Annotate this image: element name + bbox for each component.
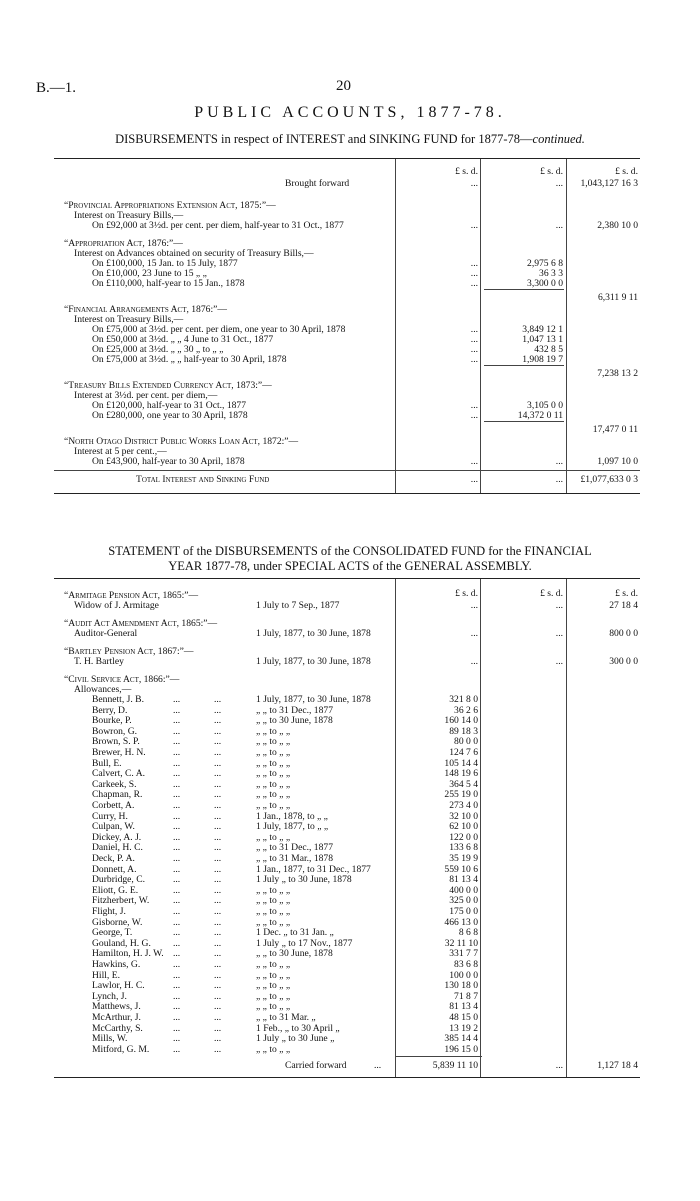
allowance-dots: ... (214, 1022, 222, 1034)
allowance-period: 1 Jan., 1878, to „ „ (256, 810, 328, 822)
allowance-dots: ... (173, 1012, 181, 1023)
allowance-period: „ „ to 30 June, 1878 (256, 948, 333, 960)
act-c3: 800 0 0 (609, 628, 638, 639)
allowance-dots: ... (214, 969, 222, 981)
pensioner-name: Widow of J. Armitage (74, 600, 159, 611)
act-c3: 300 0 0 (609, 656, 638, 667)
allowance-amount: 100 0 0 (449, 969, 478, 981)
allowance-dots: ... (214, 757, 222, 769)
allowance-dots: ... (173, 768, 181, 780)
allowance-name: Bennett, J. B. (92, 694, 144, 705)
allowance-name: Eliott, G. E. (92, 884, 139, 896)
total-interest-label: Total Interest and Sinking Fund (136, 474, 270, 485)
interest-item-c3: 1,097 10 0 (597, 456, 638, 467)
act-heading: “Bartley Pension Act, 1867:”— (64, 646, 194, 657)
interest-item-c1: ... (470, 456, 478, 467)
allowance-period: „ „ to 31 Dec., 1877 (256, 704, 333, 716)
allowance-dots: ... (173, 863, 181, 875)
allowance-amount: 81 13 4 (449, 1001, 478, 1013)
allowance-name: Berry, D. (92, 704, 128, 716)
allowance-name: Mills, W. (92, 1033, 128, 1045)
group-total: 7,238 13 2 (597, 368, 638, 379)
allowance-period: 1 July „ to 30 June, 1878 (256, 874, 352, 886)
allowance-amount: 175 0 0 (449, 906, 478, 917)
allowance-dots: ... (173, 895, 181, 907)
allowance-period: „ „ to 31 Mar. „ (256, 1012, 316, 1023)
allowance-amount: 160 14 0 (444, 715, 478, 727)
allowance-dots: ... (173, 853, 181, 864)
interest-item-c2: 3,849 12 1 (522, 324, 563, 335)
allowance-amount: 385 14 4 (444, 1033, 478, 1045)
interest-item-c2: 1,047 13 1 (522, 334, 563, 345)
allowance-period: „ „ to „ „ (256, 768, 291, 780)
allowance-name: Brown, S. P. (92, 736, 140, 748)
interest-item-c1: ... (470, 334, 478, 345)
allowance-name: Carkeek, S. (92, 778, 137, 790)
allowance-dots: ... (214, 959, 222, 970)
allowance-period: 1 Dec. „ to 31 Jan. „ (256, 927, 334, 939)
allowance-name: Gouland, H. G. (92, 937, 151, 949)
pension-period: 1 July to 7 Sep., 1877 (256, 600, 340, 611)
allowance-period: 1 July „ to 30 June „ (256, 1033, 335, 1045)
allowance-amount: 124 7 6 (449, 747, 478, 758)
allowance-name: Calvert, C. A. (92, 768, 146, 780)
allowance-dots: ... (214, 937, 222, 949)
brought-forward-c1: ... (470, 178, 478, 189)
interest-item: On £110,000, half-year to 15 Jan., 1878 (92, 278, 245, 289)
allowance-name: Bull, E. (92, 757, 122, 769)
allowance-amount: 81 13 4 (449, 874, 478, 886)
allowance-period: 1 July „ to 17 Nov., 1877 (256, 937, 353, 949)
interest-item: On £120,000, half-year to 31 Oct., 1877 (92, 400, 247, 411)
allowance-dots: ... (173, 1043, 181, 1055)
allowance-period: „ „ to „ „ (256, 736, 291, 748)
column-header: £ s. d. (455, 588, 478, 599)
allowance-name: Brewer, H. N. (92, 747, 146, 758)
allowance-amount: 32 11 10 (444, 937, 478, 949)
act-heading: “Financial Arrangements Act, 1876:”— (64, 304, 227, 315)
sum-rule (484, 365, 564, 366)
allowance-dots: ... (173, 842, 181, 854)
allowance-dots: ... (214, 821, 222, 833)
allowance-dots: ... (214, 990, 222, 1002)
allowance-amount: 130 18 0 (444, 980, 478, 992)
interest-item-c1: ... (470, 258, 478, 269)
allowance-dots: ... (173, 927, 181, 939)
interest-item-c1: ... (470, 268, 478, 279)
allowance-dots: ... (214, 980, 222, 992)
carried-forward-c1: 5,839 11 10 (432, 1060, 478, 1072)
allowance-dots: ... (214, 895, 222, 907)
interest-item: On £92,000 at 3½d. per cent. per diem, half-year to 31 Oct., 1877 (92, 220, 344, 231)
allowance-name: Flight, J. (92, 906, 126, 917)
allowance-dots: ... (173, 810, 181, 822)
allowance-amount: 83 6 8 (454, 959, 478, 970)
allowance-dots: ... (214, 810, 222, 822)
interest-table-heading: DISBURSEMENTS in respect of INTEREST and SINKING FUND for 1877-78—continued. (115, 132, 585, 146)
allowance-name: Dickey, A. J. (92, 831, 142, 843)
act-subheading: Interest at 3½d. per cent. per diem,— (74, 390, 218, 401)
column-header: £ s. d. (540, 588, 563, 599)
act-heading: “Appropriation Act, 1876:”— (64, 238, 183, 249)
allowance-name: Matthews, J. (92, 1001, 141, 1013)
act-c2: ... (555, 656, 563, 667)
statement-title-line1: STATEMENT of the DISBURSEMENTS of the CONSOLIDATED FUND for the FINANCIAL (108, 544, 592, 558)
allowance-period: „ „ to „ „ (256, 831, 291, 843)
allowance-amount: 321 8 0 (449, 694, 478, 705)
allowance-dots: ... (173, 948, 181, 960)
act-heading: “Civil Service Act, 1866:”— (64, 674, 180, 685)
total-c3: £1,077,633 0 3 (580, 474, 638, 485)
interest-item-c2: 1,908 19 7 (522, 354, 563, 365)
interest-item-c1: ... (470, 400, 478, 411)
allowance-period: 1 July, 1877, to 30 June, 1878 (256, 694, 371, 705)
allowance-period: 1 July, 1877, to „ „ (256, 821, 329, 833)
act-c2: ... (555, 628, 563, 639)
allowance-amount: 255 19 0 (444, 789, 478, 801)
section-code: B.—1. (36, 80, 77, 96)
carried-forward-c2: ... (555, 1060, 563, 1072)
allowance-amount: 148 19 6 (444, 768, 478, 780)
allowance-period: „ „ to „ „ (256, 1001, 291, 1013)
act-heading: “Treasury Bills Extended Currency Act, 1873:”— (64, 380, 272, 391)
act-c1: ... (470, 628, 478, 639)
allowance-dots: ... (173, 800, 181, 811)
allowance-period: 1 Feb., „ to 30 April „ (256, 1022, 340, 1034)
allowance-period: „ „ to „ „ (256, 725, 291, 737)
allowance-name: Hill, E. (92, 969, 120, 981)
allowance-name: Chapman, R. (92, 789, 143, 801)
interest-item: On £280,000, one year to 30 April, 1878 (92, 410, 248, 421)
sum-rule (396, 1056, 482, 1057)
allowance-period: „ „ to „ „ (256, 884, 291, 896)
allowance-dots: ... (214, 874, 222, 886)
allowance-period: 1 Jan., 1877, to 31 Dec., 1877 (256, 863, 371, 875)
allowance-dots: ... (173, 789, 181, 801)
allowance-dots: ... (214, 863, 222, 875)
allowance-amount: 331 7 7 (449, 948, 478, 960)
allowance-dots: ... (214, 948, 222, 960)
allowance-amount: 71 8 7 (454, 990, 478, 1002)
allowance-dots: ... (173, 715, 181, 727)
act-subheading: Allowances,— (74, 684, 132, 695)
allowance-period: „ „ to „ „ (256, 906, 291, 917)
allowance-name: Curry, H. (92, 810, 128, 822)
allowance-name: Culpan, W. (92, 821, 135, 833)
interest-item-c3: 2,380 10 0 (597, 220, 638, 231)
interest-item-c2: 36 3 3 (539, 268, 563, 279)
allowance-amount: 122 0 0 (449, 831, 478, 843)
interest-item-c2: 3,105 0 0 (527, 400, 563, 411)
allowance-name: Bowron, G. (92, 725, 138, 737)
statement-title-line2: YEAR 1877-78, under SPECIAL ACTS of the GENERAL ASSEMBLY. (168, 559, 532, 573)
sum-rule (484, 421, 564, 422)
interest-item: On £43,900, half-year to 30 April, 1878 (92, 456, 245, 467)
page-title: PUBLIC ACCOUNTS, 1877-78. (194, 104, 506, 121)
allowance-name: McArthur, J. (92, 1012, 141, 1023)
allowance-dots: ... (173, 874, 181, 886)
column-header: £ s. d. (455, 166, 478, 177)
allowance-period: „ „ to „ „ (256, 990, 291, 1002)
act-c1: ... (470, 600, 478, 611)
allowance-dots: ... (214, 1043, 222, 1055)
allowance-dots: ... (214, 768, 222, 780)
allowance-name: Lynch, J. (92, 990, 127, 1002)
allowance-dots: ... (173, 831, 181, 843)
pension-period: 1 July, 1877, to 30 June, 1878 (256, 656, 371, 667)
interest-item: On £100,000, 15 Jan. to 15 July, 1877 (92, 258, 238, 269)
carried-forward-c3: 1,127 18 4 (597, 1060, 638, 1072)
allowance-name: Corbett, A. (92, 800, 135, 811)
allowance-amount: 273 4 0 (449, 800, 478, 811)
allowance-amount: 8 6 8 (458, 927, 478, 939)
interest-item: On £75,000 at 3½d. per cent. per diem, one year to 30 April, 1878 (92, 324, 346, 335)
act-subheading: Interest on Advances obtained on security of Treasury Bills,— (74, 248, 314, 259)
allowance-dots: ... (214, 853, 222, 864)
brought-forward-c2: ... (555, 178, 563, 189)
group-total: 17,477 0 11 (592, 424, 638, 435)
allowance-dots: ... (214, 1033, 222, 1045)
allowance-amount: 32 10 0 (449, 810, 478, 822)
allowance-period: „ „ to „ „ (256, 959, 291, 970)
allowance-amount: 36 2 6 (454, 704, 478, 716)
interest-item: On £10,000, 23 June to 15 „ „ (92, 268, 207, 279)
allowance-period: „ „ to 31 Mar., 1878 (256, 853, 334, 864)
allowance-dots: ... (173, 980, 181, 992)
allowance-name: McCarthy, S. (92, 1022, 143, 1034)
interest-item-c1: ... (470, 220, 478, 231)
total-c1: ... (470, 474, 478, 485)
column-header: £ s. d. (540, 166, 563, 177)
allowance-dots: ... (173, 821, 181, 833)
allowance-name: Mitford, G. M. (92, 1043, 150, 1055)
brought-forward-c3: 1,043,127 16 3 (580, 178, 638, 189)
allowance-dots: ... (214, 747, 222, 758)
allowance-name: Fitzherbert, W. (92, 895, 150, 907)
allowance-dots: ... (173, 1033, 181, 1045)
allowance-dots: ... (214, 736, 222, 748)
allowance-amount: 48 15 0 (449, 1012, 478, 1023)
interest-item-c2: 14,372 0 11 (517, 410, 563, 421)
allowance-dots: ... (173, 959, 181, 970)
allowance-amount: 35 19 9 (449, 853, 478, 864)
allowance-name: Hamilton, H. J. W. (92, 948, 164, 960)
allowance-dots: ... (173, 884, 181, 896)
interest-item-c1: ... (470, 344, 478, 355)
act-c3: 27 18 4 (609, 600, 638, 611)
interest-item: On £25,000 at 3½d. „ „ 30 „ to „ „ (92, 344, 224, 355)
interest-item-c2: ... (555, 456, 563, 467)
allowance-dots: ... (214, 1001, 222, 1013)
allowance-amount: 62 10 0 (449, 821, 478, 833)
allowance-name: George, T. (92, 927, 133, 939)
allowance-dots: ... (214, 778, 222, 790)
act-c1: ... (470, 656, 478, 667)
allowance-dots: ... (214, 916, 222, 928)
allowance-amount: 89 18 3 (449, 725, 478, 737)
allowance-period: „ „ to „ „ (256, 980, 291, 992)
allowance-dots: ... (173, 916, 181, 928)
allowance-period: „ „ to „ „ (256, 916, 291, 928)
act-c2: ... (555, 600, 563, 611)
page-number: 20 (336, 78, 351, 94)
allowance-dots: ... (173, 937, 181, 949)
allowance-dots: ... (173, 747, 181, 758)
allowance-dots: ... (173, 725, 181, 737)
allowance-period: „ „ to „ „ (256, 800, 291, 811)
allowance-amount: 133 6 8 (449, 842, 478, 854)
allowance-dots: ... (173, 1001, 181, 1013)
act-subheading: Interest on Treasury Bills,— (74, 314, 184, 325)
allowance-name: Gisborne, W. (92, 916, 143, 928)
interest-item-c2: 432 8 5 (534, 344, 563, 355)
allowance-name: Deck, P. A. (92, 853, 135, 864)
allowance-dots: ... (214, 1012, 222, 1023)
pensioner-name: Auditor-General (74, 628, 138, 639)
allowance-amount: 559 10 6 (444, 863, 478, 875)
allowance-dots: ... (214, 831, 222, 843)
allowance-amount: 364 5 4 (449, 778, 478, 790)
allowance-dots: ... (214, 715, 222, 727)
allowance-amount: 400 0 0 (449, 884, 478, 896)
allowance-dots: ... (214, 694, 222, 705)
allowance-dots: ... (214, 906, 222, 917)
allowance-period: „ „ to „ „ (256, 1043, 291, 1055)
allowance-name: Bourke, P. (92, 715, 132, 727)
allowance-name: Donnett, A. (92, 863, 137, 875)
allowance-amount: 105 14 4 (444, 757, 478, 769)
allowance-amount: 325 0 0 (449, 895, 478, 907)
act-heading: “Provincial Appropriations Extension Act, 1875:”— (64, 200, 276, 211)
act-subheading: Interest at 5 per cent.,— (74, 446, 167, 457)
allowance-dots: ... (214, 842, 222, 854)
allowance-amount: 13 19 2 (449, 1022, 478, 1034)
allowance-dots: ... (214, 884, 222, 896)
allowance-amount: 196 15 0 (444, 1043, 478, 1055)
act-heading: “Armitage Pension Act, 1865:”— (64, 590, 199, 601)
allowance-dots: ... (214, 927, 222, 939)
allowance-dots: ... (214, 800, 222, 811)
interest-item-c2: 2,975 6 8 (527, 258, 563, 269)
allowance-dots: ... (173, 1022, 181, 1034)
allowance-dots: ... (173, 778, 181, 790)
allowance-amount: 80 0 0 (454, 736, 478, 748)
group-total: 6,311 9 11 (597, 292, 638, 303)
allowance-dots: ... (214, 725, 222, 737)
allowance-dots: ... (173, 969, 181, 981)
allowance-dots: ... (173, 906, 181, 917)
allowance-period: „ „ to „ „ (256, 757, 291, 769)
sum-rule (484, 289, 564, 290)
interest-item-c1: ... (470, 278, 478, 289)
interest-item-c1: ... (470, 324, 478, 335)
statement-title (0, 544, 700, 574)
allowance-name: Daniel, H. C. (92, 842, 143, 854)
allowance-dots: ... (173, 694, 181, 705)
allowance-period: „ „ to 30 June, 1878 (256, 715, 333, 727)
allowance-period: „ „ to „ „ (256, 895, 291, 907)
allowance-period: „ „ to „ „ (256, 747, 291, 758)
brought-forward-label: Brought forward (285, 178, 350, 189)
allowance-dots: ... (214, 704, 222, 716)
interest-item-c1: ... (470, 354, 478, 365)
allowance-name: Hawkins, G. (92, 959, 141, 970)
total-c2: ... (555, 474, 563, 485)
allowance-name: Lawlor, H. C. (92, 980, 145, 992)
carried-forward-label: Carried forward (285, 1060, 347, 1072)
allowance-period: „ „ to „ „ (256, 969, 291, 981)
pensioner-name: T. H. Bartley (74, 656, 124, 667)
interest-item: On £50,000 at 3½d. „ „ 4 June to 31 Oct., 1877 (92, 334, 274, 345)
pension-period: 1 July, 1877, to 30 June, 1878 (256, 628, 371, 639)
allowance-period: „ „ to „ „ (256, 778, 291, 790)
allowance-dots: ... (173, 757, 181, 769)
allowance-dots: ... (173, 990, 181, 1002)
allowance-amount: 466 13 0 (444, 916, 478, 928)
allowance-period: „ „ to 31 Dec., 1877 (256, 842, 333, 854)
column-header: £ s. d. (615, 166, 638, 177)
sum-rule (54, 470, 640, 471)
act-subheading: Interest on Treasury Bills,— (74, 210, 184, 221)
act-heading: “North Otago District Public Works Loan Act, 1872:”— (64, 436, 299, 447)
interest-item-c2: 3,300 0 0 (527, 278, 563, 289)
act-heading: “Audit Act Amendment Act, 1865:”— (64, 618, 218, 629)
allowance-period: „ „ to „ „ (256, 789, 291, 801)
allowance-dots: ... (173, 704, 181, 716)
interest-item: On £75,000 at 3½d. „ „ half-year to 30 April, 1878 (92, 354, 287, 365)
allowance-dots: ... (173, 736, 181, 748)
allowance-dots: ... (214, 789, 222, 801)
column-header: £ s. d. (615, 588, 638, 599)
interest-item-c2: ... (555, 220, 563, 231)
interest-item-c1: ... (470, 410, 478, 421)
allowance-name: Durbridge, C. (92, 874, 146, 886)
carried-forward-dots: ... (374, 1060, 382, 1072)
